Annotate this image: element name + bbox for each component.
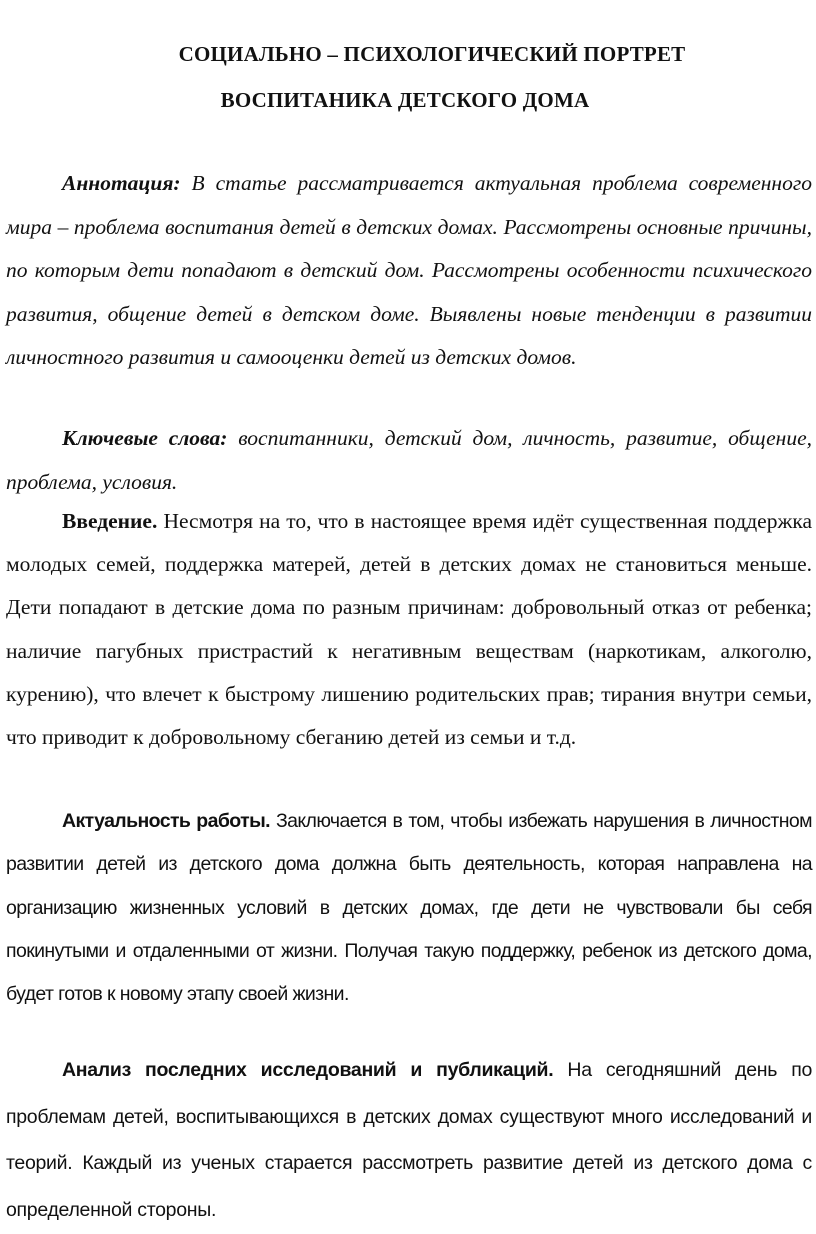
title-line-1: СОЦИАЛЬНО – ПСИХОЛОГИЧЕСКИЙ ПОРТРЕТ bbox=[178, 42, 686, 66]
relevance-paragraph bbox=[6, 800, 812, 1016]
analysis-label: Анализ последних исследований и публикаций. bbox=[62, 1059, 554, 1081]
introduction-text: Несмотря на то, что в настоящее время идёт существенная поддержка молодых семей, поддержка матерей, детей в детских домах не становиться меньше. Дети попадают в детские дома по разным причинам: добровольный отказ от ребенка; наличие пагубных пристрастий к негативным веществам (наркотикам, алкоголю, курению), что влечет к быстрому лишению родительских прав; тирания внутри семьи, что приводит к добровольному сбеганию детей из семьи и т.д. bbox=[6, 509, 812, 750]
keywords-label: Ключевые слова: bbox=[62, 426, 228, 450]
annotation-label: Аннотация: bbox=[62, 171, 181, 195]
analysis-paragraph bbox=[6, 1047, 812, 1233]
relevance-label: Актуальность работы. bbox=[62, 810, 270, 832]
introduction-label: Введение. bbox=[62, 509, 158, 533]
annotation-text: В статье рассматривается актуальная проблема современного мира – проблема воспитания детей в детских домах. Рассмотрены основные причины, по которым дети попадают в детский дом. Рассмотрены особенности психического развития, общение детей в детском доме. Выявлены новые тенденции в развитии личностного развития и самооценки детей из детских домов. bbox=[6, 171, 812, 369]
annotation-paragraph bbox=[6, 162, 812, 380]
keywords-paragraph bbox=[6, 417, 812, 504]
introduction-paragraph bbox=[6, 500, 812, 759]
analysis-text: На сегодняшний день по проблемам детей, воспитывающихся в детских домах существуют много исследований и теорий. Каждый из ученых старается рассмотреть развитие детей из детского дома с определенной стороны. bbox=[6, 1059, 813, 1221]
relevance-text: Заключается в том, чтобы избежать нарушения в личностном развитии детей из детского дома должна быть деятельность, которая направлена на организацию жизненных условий в детских домах, где дети не чувствовали бы себя покинутыми и отдаленными от жизни. Получая такую поддержку, ребенок из детского дома, будет готов к новому этапу своей жизни. bbox=[6, 810, 812, 1006]
keywords-text: воспитанники, детский дом, личность, развитие, общение, проблема, условия. bbox=[6, 426, 812, 494]
title-line-2: ВОСПИТАНИКА ДЕТСКОГО ДОМА bbox=[220, 88, 590, 112]
